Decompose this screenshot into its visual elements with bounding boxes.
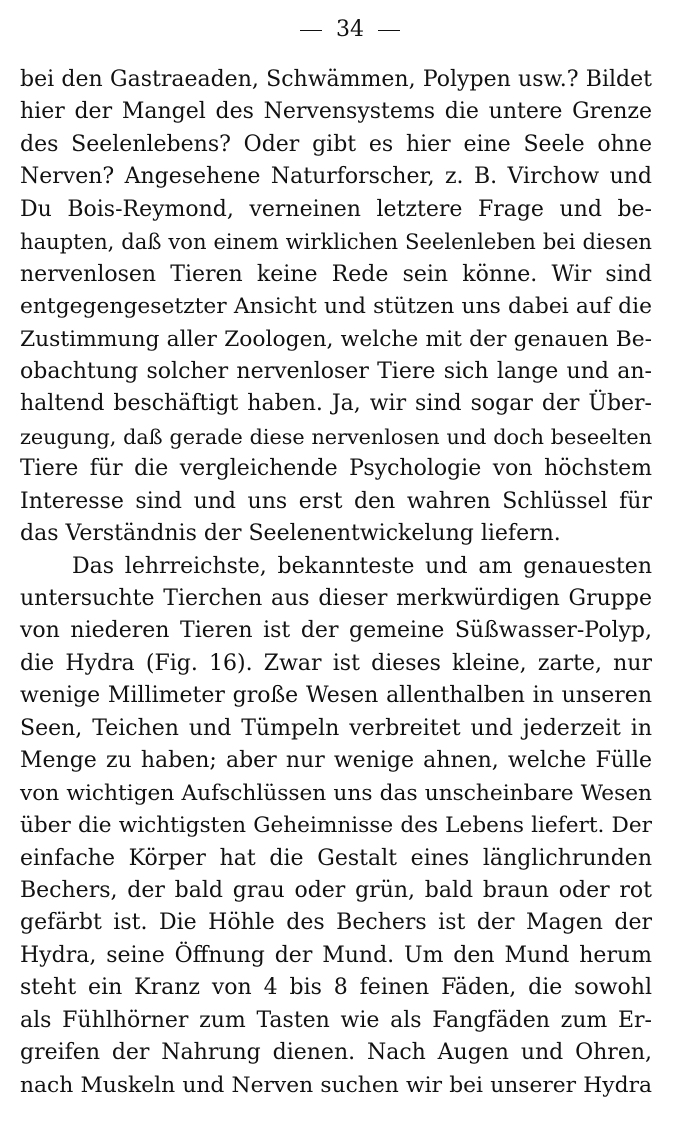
- text-line: Tiere für die vergleichende Psychologie von höchstem: [20, 456, 652, 482]
- text-line: haltend beschäftigt haben. Ja, wir sind sogar der Über-: [20, 391, 652, 417]
- text-line: über die wichtigsten Geheimnisse des Lebens liefert. Der: [20, 813, 652, 839]
- right-dash: [378, 30, 400, 31]
- text-line: von niederen Tieren ist der gemeine Süßwasser-Polyp,: [20, 618, 652, 644]
- text-line: Hydra, seine Öffnung der Mund. Um den Mund herum: [20, 942, 652, 968]
- text-line: einfache Körper hat die Gestalt eines länglichrunden: [20, 845, 652, 871]
- text-line: von wichtigen Aufschlüssen uns das unscheinbare Wesen: [20, 780, 652, 806]
- text-line: Interesse sind und uns erst den wahren Schlüssel für: [20, 488, 652, 514]
- text-line: als Fühlhörner zum Tasten wie als Fangfäden zum Er-: [20, 1007, 652, 1033]
- text-line: nach Muskeln und Nerven suchen wir bei unserer Hydra: [20, 1072, 652, 1098]
- paragraph-end-line: das Verständnis der Seelenentwickelung liefern.: [20, 521, 561, 547]
- text-line: untersuchte Tierchen aus dieser merkwürdigen Gruppe: [20, 586, 652, 611]
- text-line: die Hydra (Fig. 16). Zwar ist dieses kleine, zarte, nur: [20, 650, 652, 676]
- text-line: des Seelenlebens? Oder gibt es hier eine Seele ohne: [20, 131, 652, 157]
- text-line: gefärbt ist. Die Höhle des Bechers ist der Magen der: [20, 910, 652, 936]
- page-number: 34: [336, 17, 364, 42]
- left-dash: [300, 30, 322, 31]
- text-line: Bechers, der bald grau oder grün, bald braun oder rot: [20, 877, 652, 903]
- body-text: [20, 64, 652, 1102]
- text-line: obachtung solcher nervenloser Tiere sich lange und an-: [20, 358, 652, 384]
- page-header: [0, 14, 700, 46]
- paragraph-start-line: Das lehrreichste, bekannteste und am genauesten: [72, 553, 652, 579]
- text-line: greifen der Nahrung dienen. Nach Augen und Ohren,: [20, 1040, 652, 1066]
- text-line: entgegengesetzter Ansicht und stützen uns dabei auf die: [20, 294, 652, 320]
- text-line: Du Bois-Reymond, verneinen letztere Frage und be-: [20, 196, 652, 222]
- text-line: Seen, Teichen und Tümpeln verbreitet und jederzeit in: [20, 715, 652, 741]
- text-line: Menge zu haben; aber nur wenige ahnen, welche Fülle: [20, 748, 652, 774]
- text-line: steht ein Kranz von 4 bis 8 feinen Fäden, die sowohl: [20, 975, 652, 1001]
- text-line: hier der Mangel des Nervensystems die untere Grenze: [20, 99, 652, 125]
- text-line: zeugung, daß gerade diese nervenlosen und doch beseelten: [20, 424, 652, 449]
- text-line: Zustimmung aller Zoologen, welche mit der genauen Be-: [20, 326, 652, 352]
- text-line: bei den Gastraeaden, Schwämmen, Polypen usw.? Bildet: [20, 67, 652, 92]
- text-line: wenige Millimeter große Wesen allenthalben in unseren: [20, 683, 652, 709]
- text-line: Nerven? Angesehene Naturforscher, z. B. Virchow und: [20, 164, 652, 190]
- text-line: haupten, daß von einem wirklichen Seelenleben bei diesen: [20, 229, 652, 255]
- text-line: nervenlosen Tieren keine Rede sein könne. Wir sind: [20, 261, 652, 287]
